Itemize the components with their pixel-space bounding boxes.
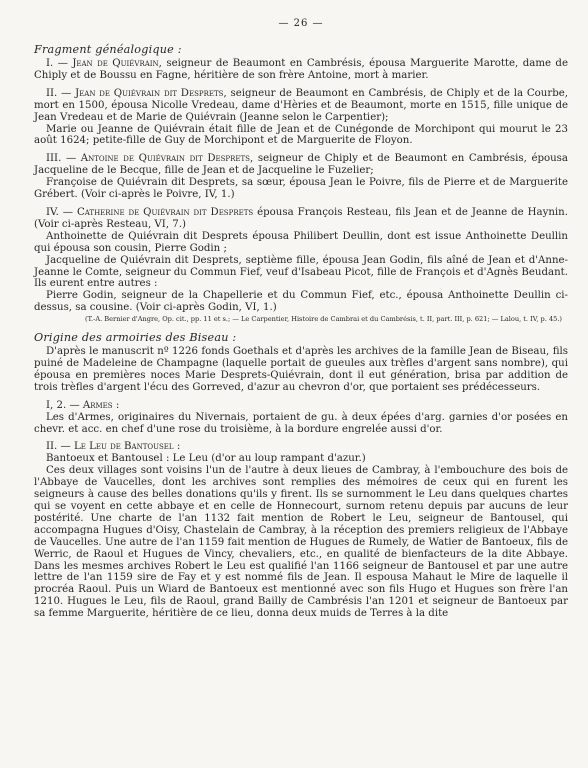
- leleu-heading: [34, 441, 568, 453]
- fragment-entry-3-extra: Françoise de Quiévrain dit Desprets, sa sœur, épousa Jean le Poivre, fils de Pierre et de Marguerite Grébert. (Voir ci-après le Poivre, IV, 1.): [34, 177, 568, 201]
- entry-name: Jean de Quiévrain dit Desprets: [75, 87, 224, 99]
- page-number: — 26 —: [278, 18, 324, 29]
- armes-label: I, 2. —: [46, 399, 83, 411]
- fragment-entry-4-extra-1: Anthoinette de Quiévrain dit Desprets épousa Philibert Deullin, dont est issue Anthoinette Deullin qui épousa son cousin, Pierre Godin ;: [34, 230, 568, 254]
- entry-text: , seigneur de Chiply et de Beaumont en Cambrésis, épousa Jacqueline de le Becque, fille de Jean et de Jacqueline le Fuzelier;: [34, 153, 568, 177]
- entry-text: , seigneur de Beaumont en Cambrésis, de Chiply et de la Courbe, mort en 1500, épousa Nicolle Vredeau, dame d'Hèries et de Beaumont, morte en 1515, fille unique de Jean Vredeau et de Marie de Quiévrain (Jeanne selon le Carpentier);: [34, 87, 568, 123]
- reference-note: (T.-A. Bernier d'Angre, Op. cit., pp. 11 et s.; — Le Carpentier, Histoire de Cambrai et du Cambrésis, t. II, part. III, p. 621; — Lalou, t. IV, p. 45.): [85, 315, 562, 324]
- armes-heading: [34, 400, 568, 412]
- fragment-heading: Fragment généalogique :: [34, 43, 182, 56]
- entry-name: Catherine de Quiévrain dit Desprets: [76, 206, 254, 218]
- entry-name: Antoine de Quiévrain dit Desprets: [80, 153, 250, 165]
- fragment-entry-4-extra-3: Pierre Godin, seigneur de la Chapellerie et du Commun Fief, etc., épousa Anthoinette Deullin ci-dessus, sa cousine. (Voir ci-après Godin, VI, 1.): [34, 290, 568, 314]
- leleu-label: II. —: [46, 441, 74, 453]
- armes-text: Les d'Armes, originaires du Nivernais, portaient de gu. à deux épées d'arg. garnies d'or posées en chevr. et acc. en chef d'une rose du troisième, à la bordure engrelée aussi d'or.: [34, 411, 568, 435]
- armes-suffix: :: [112, 399, 120, 411]
- entry-text: épousa François Resteau, fils Jean et de Jeanne de Haynin. (Voir ci-après Resteau, VI, 7.): [34, 206, 568, 230]
- fragment-entry-2: [34, 88, 568, 124]
- leleu-text: Ces deux villages sont voisins l'un de l'autre à deux lieues de Cambray, à l'embouchure des bois de l'Abbaye de Vaucelles, dont les archives sont remplies des mémoires de ceux qui en furent les seigneurs à cause des belles donations qu'ils y firent. Ils se surnomment le Leu dans quelques chartes qui se voyent en cette abbaye et en celle de Honnecourt, surnom retenu depuis par aucuns de leur postérité. Une charte de l'an 1132 fait mention de Robert le Leu, seigneur de Bantousel, qui accompagna Hugues d'Oisy, Chastelain de Cambray, à la réception des premiers religieux de l'Abbaye de Vaucelles. Une autre de l'an 1159 fait mention de Hugues de Rumely, de Watier de Bantoeux, fils de Werric, de Raoul et Hugues de Vincy, chevaliers, etc., en qualité de bienfacteurs de la dite Abbaye. Dans les mesmes archives Robert le Leu est qualifié l'an 1166 seigneur de Bantousel et par une autre lettre de l'an 1159 sire de Fay et y est nommé fils de Jean. Il espousa Mahaut le Mire de laquelle il procréa Raoul. Puis un Wiard de Bantoeux est mentionné avec son fils Hugo et Hugues son frère l'an 1210. Hugues le Leu, fils de Raoul, grand Bailly de Cambrésis l'an 1201 et seigneur de Bantoeux par sa femme Marguerite, héritière de ce lieu, donna deux muids de Terres à la dite: [34, 465, 568, 620]
- entry-label: I. —: [46, 58, 73, 69]
- leleu-name: Le Leu de Bantousel: [73, 441, 174, 453]
- entry-label: II. —: [46, 87, 76, 99]
- leleu-suffix: :: [173, 441, 181, 453]
- fragment-entry-2-extra: Marie ou Jeanne de Quiévrain était fille de Jean et de Cunégonde de Morchipont qui mourut le 23 août 1624; petite-fille de Guy de Morchipont et de Marguerite de Floyon.: [34, 123, 568, 147]
- fragment-entry-3: [34, 153, 568, 177]
- entry-label: III. —: [46, 153, 81, 165]
- fragment-entry-4: [34, 207, 568, 231]
- entry-name: Jean de Quiévrain: [72, 58, 159, 69]
- fragment-entry-1: [34, 58, 568, 82]
- origine-heading: Origine des armoiries des Biseau :: [34, 331, 237, 345]
- entry-text: , seigneur de Beaumont en Cambrésis, épousa Marguerite Marotte, dame de Chiply et de Boussu en Fagne, héritière de son frère Antoine, mort à marier.: [34, 58, 568, 81]
- armes-name: Armes: [82, 399, 113, 411]
- entry-label: IV. —: [46, 206, 77, 218]
- leleu-subtitle: Bantoeux et Bantousel : Le Leu (d'or au loup rampant d'azur.): [46, 453, 366, 465]
- origine-text: D'après le manuscrit nº 1226 fonds Goethals et d'après les archives de la famille Jean de Biseau, fils puiné de Madeleine de Champagne (laquelle portait de gueules aux trèfles d'argent sans nombre), qui épousa en premières noces Marie Desprets-Quiévrain, dont il eut génération, brisa par addition de trois trèfles d'argent l'écu des Gorreved, d'azur au chevron d'or, que portaient ses prédécesseurs.: [34, 346, 568, 393]
- fragment-entry-4-extra-2: Jacqueline de Quiévrain dit Desprets, septième fille, épousa Jean Godin, fils aîné de Jean et d'Anne-Jeanne le Comte, seigneur du Commun Fief, veuf d'Isabeau Picot, fille de François et d'Agnès Beudant. Ils eurent entre autres :: [34, 254, 568, 290]
